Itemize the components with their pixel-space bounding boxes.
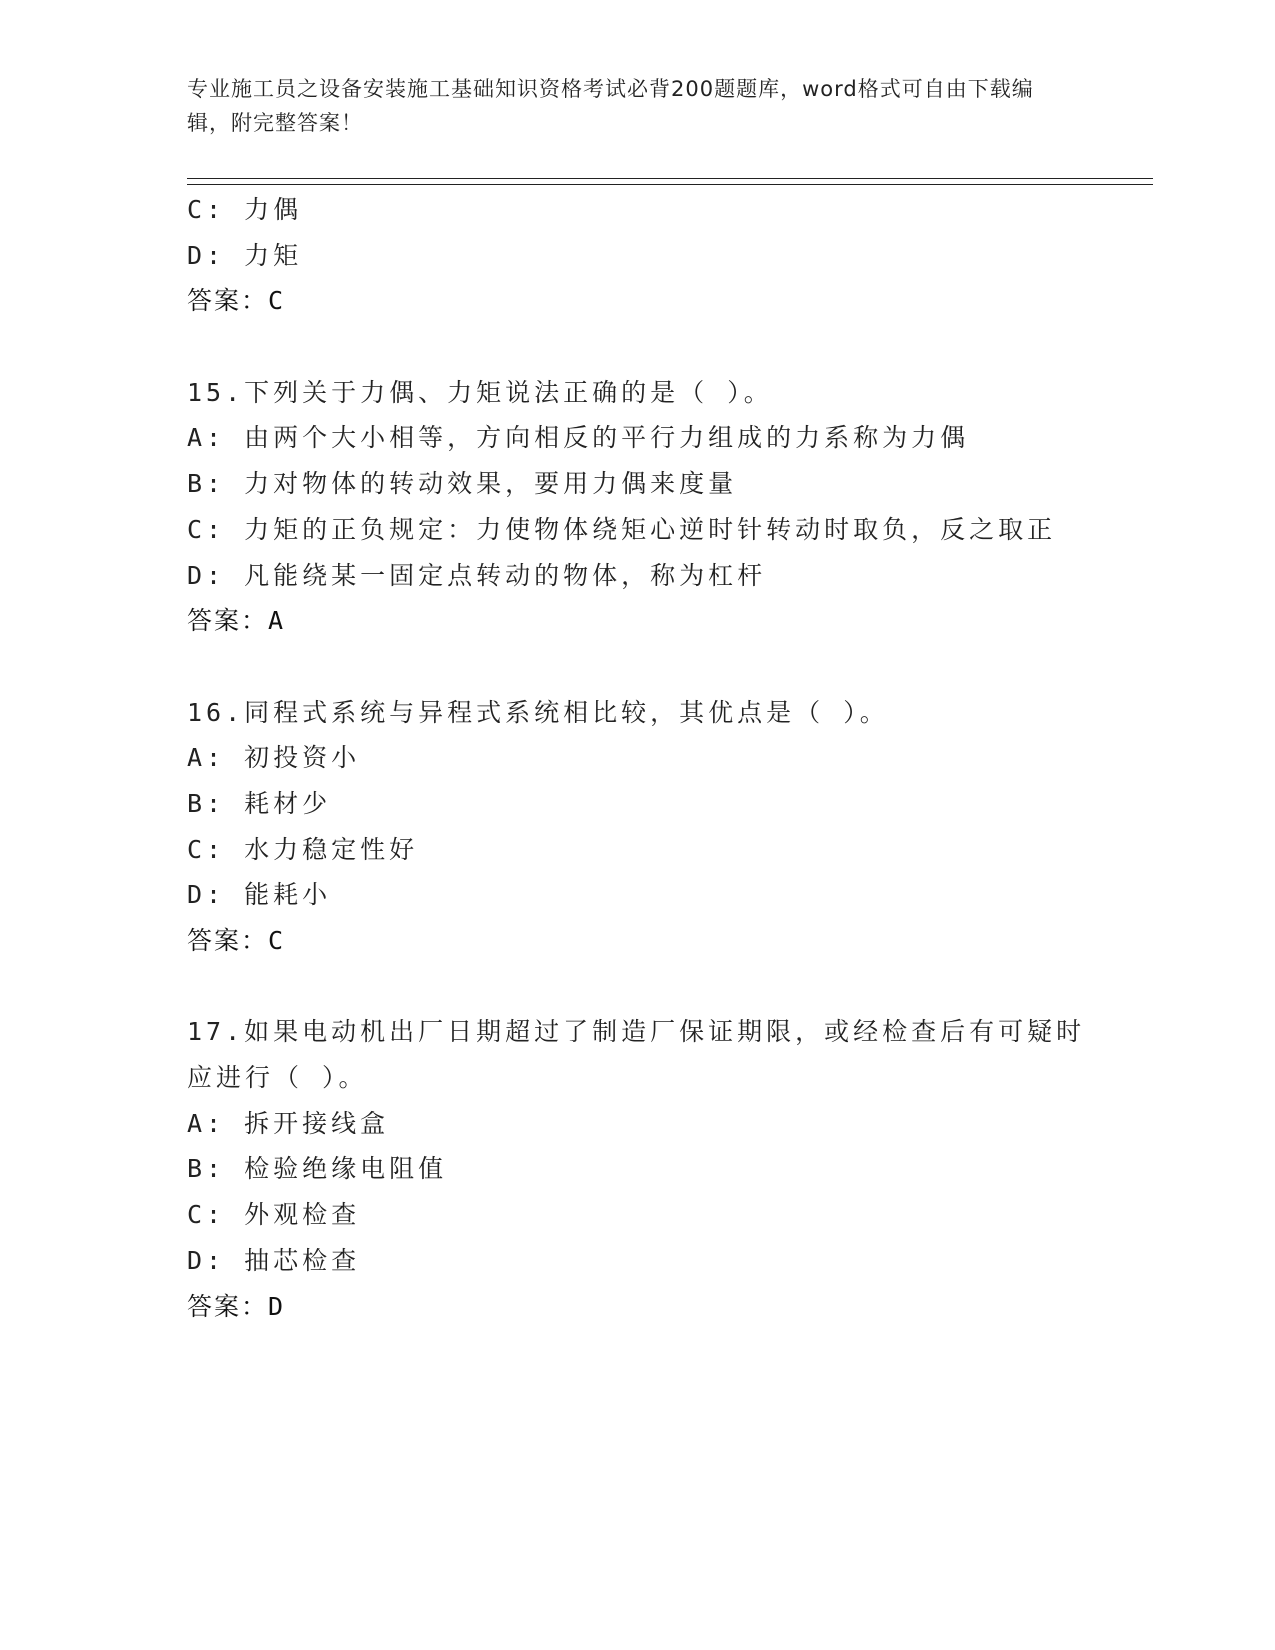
option-b: B: 力对物体的转动效果，要用力偶来度量	[187, 469, 738, 499]
question-17	[187, 1009, 1153, 1329]
answer-line: 答案：C	[187, 926, 286, 955]
option-d: D: 力矩	[187, 240, 303, 270]
answer-line: 答案：C	[187, 286, 286, 316]
header-double-rule	[187, 178, 1153, 185]
option-b: B: 检验绝缘电阻值	[187, 1154, 448, 1184]
question-14-continued	[187, 187, 1153, 324]
option-d: D: 能耗小	[187, 880, 332, 910]
option-c: C: 力矩的正负规定：力使物体绕矩心逆时针转动时取负，反之取正	[187, 514, 1057, 544]
question-stem: 16.同程式系统与异程式系统相比较，其优点是（ ）。	[187, 697, 889, 727]
option-c: C: 力偶	[187, 195, 303, 224]
option-d: D: 抽芯检查	[187, 1245, 361, 1275]
option-d: D: 凡能绕某一固定点转动的物体，称为杠杆	[187, 560, 767, 590]
option-a: A: 拆开接线盒	[187, 1108, 390, 1138]
question-15	[187, 370, 1153, 644]
question-stem: 17.如果电动机出厂日期超过了制造厂保证期限，或经检查后有可疑时应进行（ ）。	[187, 1017, 1086, 1093]
option-c: C: 外观检查	[187, 1200, 361, 1230]
spacer	[187, 324, 1153, 370]
question-content	[187, 187, 1153, 1329]
answer-line: 答案：D	[187, 1291, 286, 1321]
answer-line: 答案：A	[187, 606, 286, 636]
option-a: A: 初投资小	[187, 743, 361, 773]
spacer	[187, 644, 1153, 690]
question-16	[187, 690, 1153, 964]
option-b: B: 耗材少	[187, 788, 332, 818]
option-a: A: 由两个大小相等，方向相反的平行力组成的力系称为力偶	[187, 423, 970, 453]
question-stem: 15.下列关于力偶、力矩说法正确的是（ ）。	[187, 377, 773, 407]
option-c: C: 水力稳定性好	[187, 834, 419, 864]
document-header	[187, 72, 1067, 140]
spacer	[187, 964, 1153, 1010]
document-title: 专业施工员之设备安装施工基础知识资格考试必背200题题库，word格式可自由下载编辑，附完整答案！	[187, 77, 1034, 135]
